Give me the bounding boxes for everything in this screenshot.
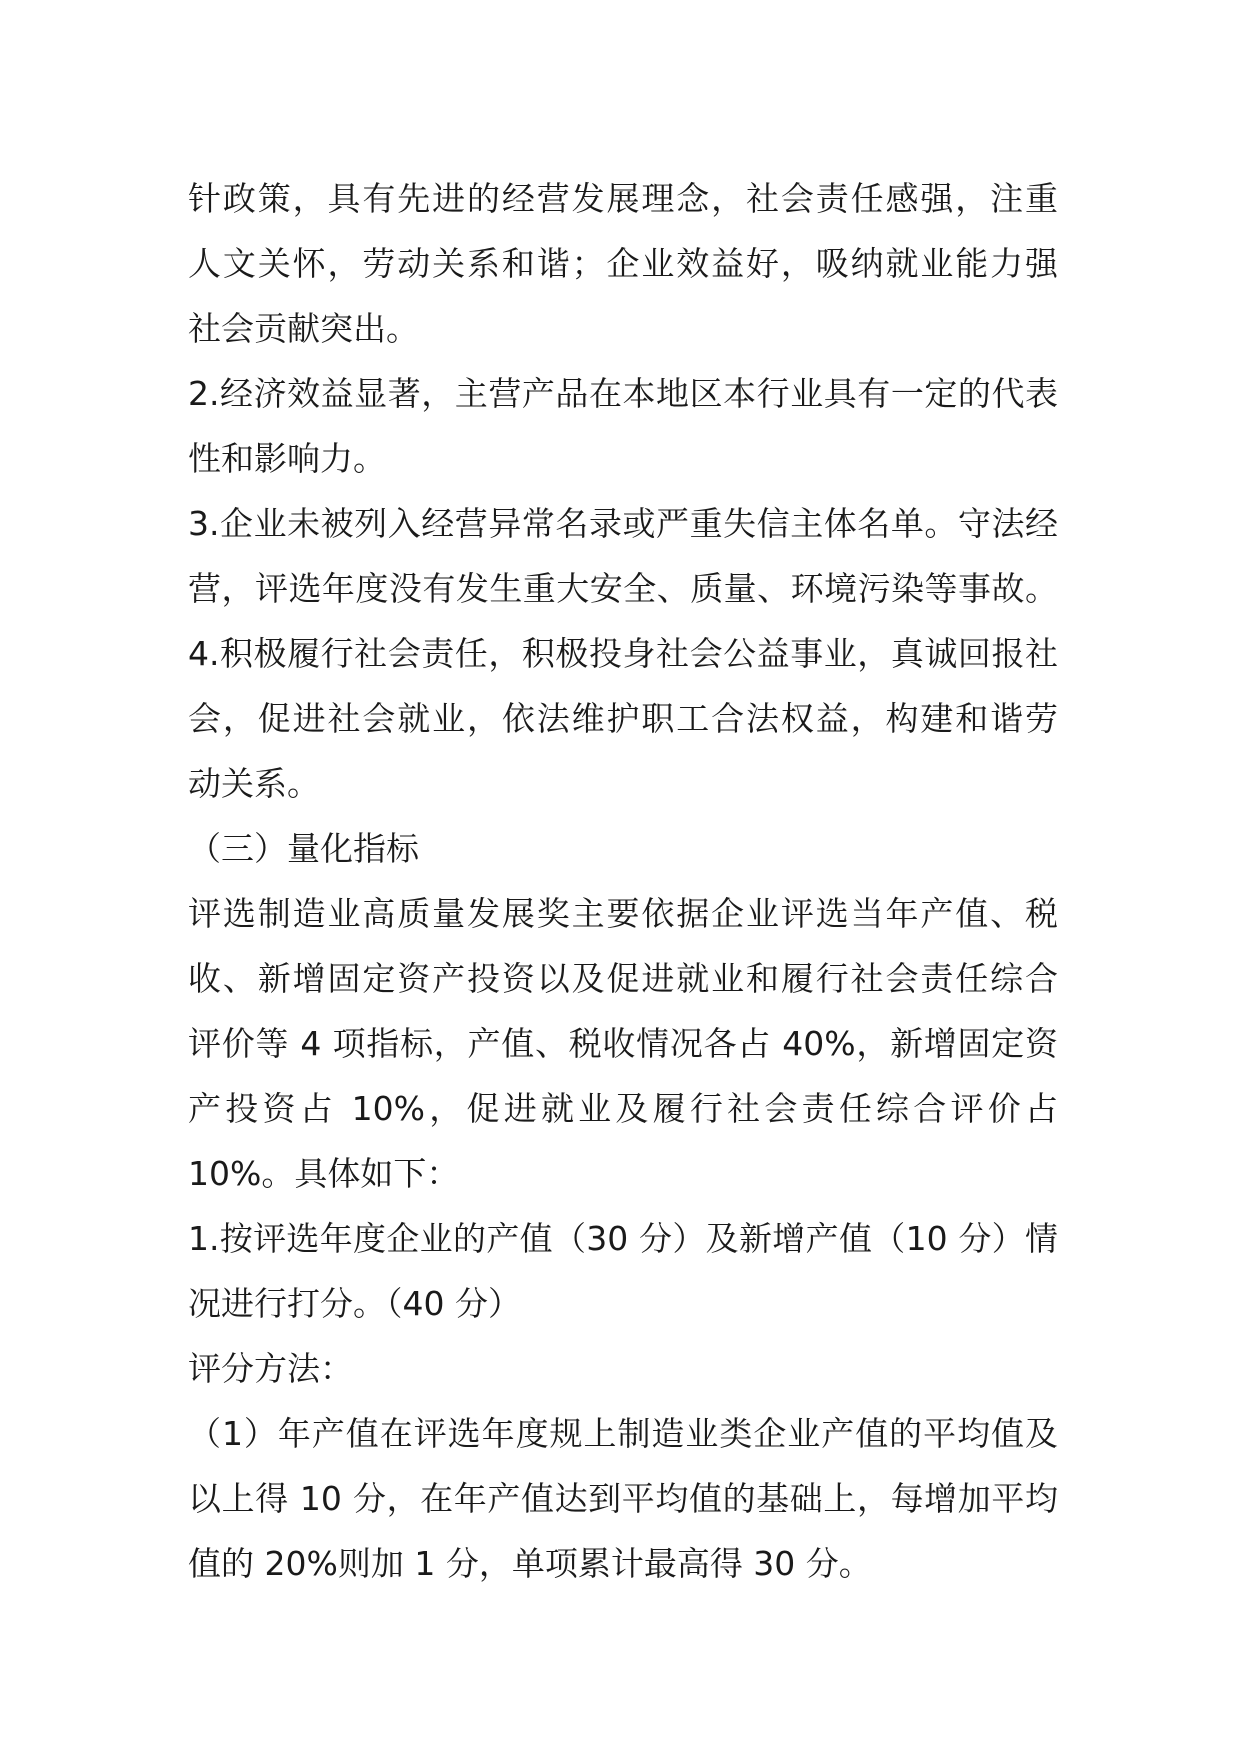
section-heading: （三）量化指标 <box>188 829 419 868</box>
text-line: 10%。具体如下： <box>188 1154 460 1193</box>
text-line: 性和影响力。 <box>188 439 386 478</box>
document-body <box>188 166 1058 1596</box>
text-line: 值的 20%则加 1 分，单项累计最高得 30 分。 <box>188 1544 872 1583</box>
text-line: 针政策，具有先进的经营发展理念，社会责任感强，注重 <box>188 179 1058 218</box>
text-line: 以上得 10 分，在年产值达到平均值的基础上，每增加平均 <box>188 1479 1058 1518</box>
text-line: 人文关怀，劳动关系和谐；企业效益好，吸纳就业能力强 <box>188 244 1058 283</box>
text-line: 2.经济效益显著，主营产品在本地区本行业具有一定的代表 <box>188 374 1058 413</box>
text-line: 动关系。 <box>188 764 320 803</box>
text-line: 评分方法： <box>188 1349 353 1388</box>
text-line: 收、新增固定资产投资以及促进就业和履行社会责任综合 <box>188 959 1058 998</box>
text-line: 营，评选年度没有发生重大安全、质量、环境污染等事故。 <box>188 569 1058 608</box>
text-line: 1.按评选年度企业的产值（30 分）及新增产值（10 分）情 <box>188 1219 1058 1258</box>
text-line: 况进行打分。（40 分） <box>188 1284 521 1323</box>
text-line: 3.企业未被列入经营异常名录或严重失信主体名单。守法经 <box>188 504 1058 543</box>
text-line: 4.积极履行社会责任，积极投身社会公益事业，真诚回报社 <box>188 634 1058 673</box>
text-line: 评选制造业高质量发展奖主要依据企业评选当年产值、税 <box>188 894 1058 933</box>
text-line: 会，促进社会就业，依法维护职工合法权益，构建和谐劳 <box>188 699 1058 738</box>
text-line: 评价等 4 项指标，产值、税收情况各占 40%，新增固定资 <box>188 1024 1058 1063</box>
text-line: 社会贡献突出。 <box>188 309 419 348</box>
text-line: 产投资占 10%，促进就业及履行社会责任综合评价占 <box>188 1089 1058 1128</box>
text-line: （1）年产值在评选年度规上制造业类企业产值的平均值及 <box>188 1414 1058 1453</box>
